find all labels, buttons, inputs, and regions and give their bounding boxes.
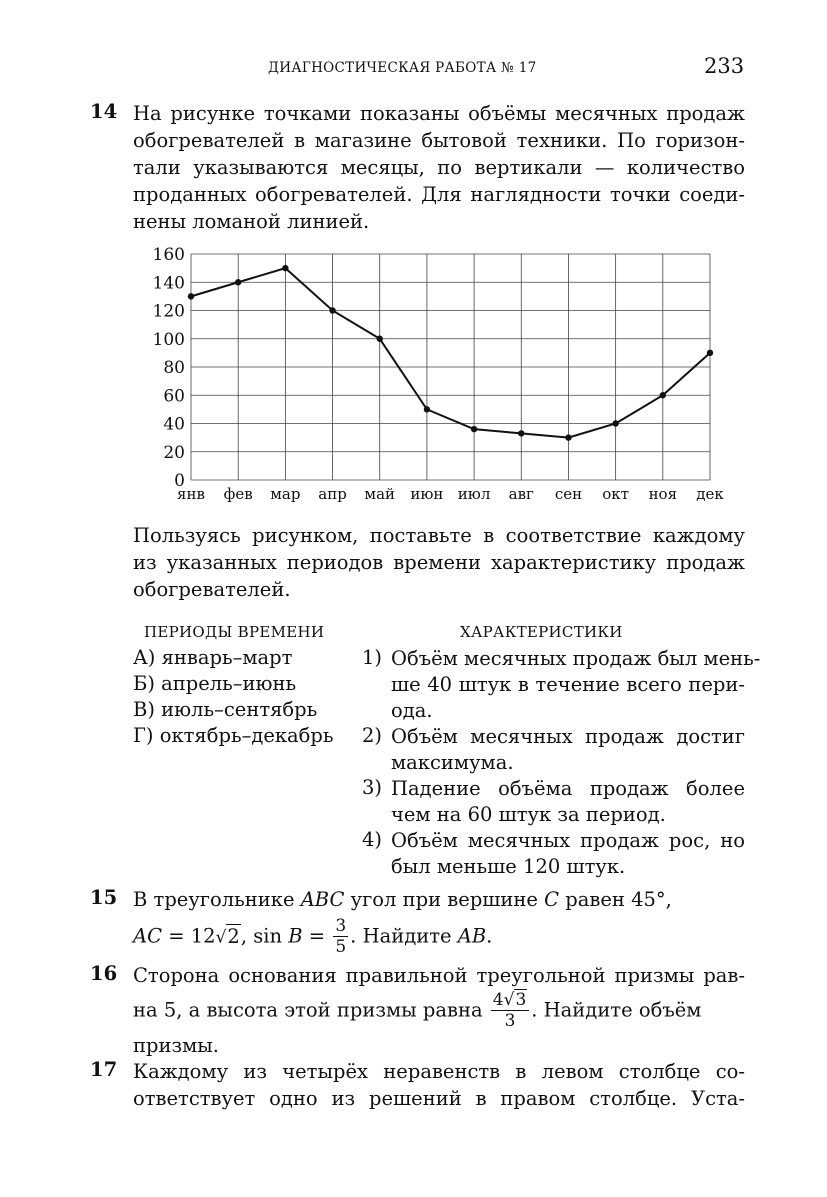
segment-ac: AC <box>133 924 163 948</box>
data-point <box>377 336 383 342</box>
x-tick-label: сен <box>554 485 583 503</box>
characteristic-line: ода. <box>391 699 433 722</box>
data-point <box>471 426 477 432</box>
data-point <box>518 430 524 436</box>
triangle-name: ABC <box>300 888 345 911</box>
instruction-line: обогревателей. <box>133 578 291 601</box>
task-15-number: 15 <box>90 886 118 909</box>
fraction-denominator: 5 <box>335 937 347 957</box>
x-tick-label: май <box>364 485 396 503</box>
period-g: Г) октябрь–декабрь <box>133 724 334 747</box>
periods-header: ПЕРИОДЫ ВРЕМЕНИ <box>144 623 325 641</box>
sqrt-sign: √ <box>503 990 515 1010</box>
y-tick-label: 120 <box>152 301 185 322</box>
characteristic-line: Объём месячных продаж достиг <box>391 725 745 748</box>
characteristic-3 <box>391 776 745 828</box>
x-tick-label: янв <box>177 485 205 503</box>
fraction-three-fifths <box>333 918 348 956</box>
y-tick-label: 140 <box>152 273 185 294</box>
x-tick-label: июл <box>457 485 491 503</box>
sqrt-sign: √ <box>215 927 227 948</box>
task-17-line: Каждому из четырёх неравенств в левом столбце со- <box>133 1060 745 1083</box>
vertex-name: C <box>544 888 560 911</box>
x-tick-label: июн <box>410 485 444 503</box>
characteristic-4 <box>391 828 745 880</box>
characteristic-line: максимума. <box>391 751 514 774</box>
text-run: В треугольнике <box>133 888 301 911</box>
characteristics-header: ХАРАКТЕРИСТИКИ <box>460 623 623 641</box>
sales-line-chart <box>140 244 735 506</box>
characteristic-line: Объём месячных продаж был мень- <box>391 647 761 670</box>
task-16-text: призмы. <box>133 1034 219 1057</box>
text-run: угол при вершине <box>344 888 545 911</box>
text-run: . Найдите объём <box>531 998 702 1022</box>
task-14-statement <box>133 100 745 235</box>
fraction-denominator: 3 <box>504 1011 516 1031</box>
characteristic-line: Объём месячных продаж рос, но <box>391 829 745 852</box>
page-number: 233 <box>704 54 745 78</box>
chart-x-tick-labels <box>177 485 724 503</box>
task-14-line: обогревателей в магазине бытовой техники. По горизон- <box>133 129 745 152</box>
segment-ab: AB <box>457 924 487 948</box>
x-tick-label: окт <box>602 485 629 503</box>
task-16-number: 16 <box>90 962 118 985</box>
x-tick-label: мар <box>270 485 301 503</box>
text-run: = <box>302 924 332 948</box>
task-14-instruction <box>133 522 745 603</box>
chart-y-tick-labels <box>153 245 185 491</box>
chart-series <box>188 265 713 441</box>
y-tick-label: 40 <box>163 414 185 435</box>
x-tick-label: авг <box>508 485 534 503</box>
instruction-line: Пользуясь рисунком, поставьте в соответствие каждому <box>133 524 745 547</box>
data-point <box>424 406 430 412</box>
period-a: А) январь–март <box>133 646 293 669</box>
fraction-numerator: 3 <box>335 916 347 936</box>
data-point <box>188 293 194 299</box>
characteristic-line: Падение объёма продаж более <box>391 777 745 800</box>
characteristic-3-number: 3) <box>362 776 383 799</box>
text-run: = 12 <box>162 924 216 948</box>
numerator-coefficient: 4 <box>492 990 504 1010</box>
task-14-line: нены ломаной линией. <box>133 210 370 233</box>
header-title: ДИАГНОСТИЧЕСКАЯ РАБОТА № 17 <box>268 60 537 76</box>
characteristic-2 <box>391 724 745 776</box>
text-run: равен 45°, <box>559 888 672 911</box>
y-tick-label: 0 <box>174 471 185 491</box>
text-run: . Найдите <box>350 924 458 948</box>
data-point <box>707 350 713 356</box>
data-point <box>612 420 618 426</box>
characteristic-4-number: 4) <box>362 828 383 851</box>
data-point <box>660 392 666 398</box>
task-15-line-1 <box>133 886 745 913</box>
chart-grid <box>191 254 710 480</box>
task-16-line-3 <box>133 1032 745 1059</box>
y-tick-label: 160 <box>152 245 185 265</box>
characteristic-line: был меньше 120 штук. <box>391 855 626 878</box>
fraction-four-root-three-over-three <box>491 992 530 1030</box>
task-16-line-1 <box>133 962 745 989</box>
text-run: , sin <box>240 924 289 948</box>
x-tick-label: ноя <box>648 485 678 503</box>
y-tick-label: 20 <box>163 442 185 463</box>
characteristic-line: чем на 60 штук за период. <box>391 803 666 826</box>
task-14-number: 14 <box>90 100 118 123</box>
task-14-line: проданных обогревателей. Для наглядности точки соеди- <box>133 183 745 206</box>
characteristic-1 <box>391 646 761 724</box>
characteristic-2-number: 2) <box>362 724 383 747</box>
running-header <box>0 56 827 80</box>
sqrt-argument: 3 <box>515 990 527 1010</box>
y-tick-label: 100 <box>152 329 185 350</box>
task-17-number: 17 <box>90 1058 118 1081</box>
angle-b: B <box>288 924 303 948</box>
text-run: . <box>486 924 493 948</box>
y-tick-label: 80 <box>163 358 185 378</box>
characteristic-1-number: 1) <box>362 646 383 669</box>
task-15-formula <box>133 918 492 956</box>
period-b: Б) апрель–июнь <box>133 672 297 695</box>
sqrt-argument: 2 <box>227 924 240 948</box>
x-tick-label: апр <box>318 485 347 503</box>
task-17-line: ответствует одно из решений в правом столбце. Уста- <box>133 1087 745 1110</box>
task-14-line: тали указываются месяцы, по вертикали — количество <box>133 156 745 179</box>
task-15-text <box>133 886 745 913</box>
data-point <box>329 307 335 313</box>
characteristic-line: ше 40 штук в течение всего пери- <box>391 673 745 696</box>
task-16-formula <box>133 992 745 1030</box>
task-16-text: Сторона основания правильной треугольной призмы рав- <box>133 964 745 987</box>
data-point <box>565 434 571 440</box>
task-14-line: На рисунке точками показаны объёмы месячных продаж <box>133 102 745 125</box>
series-line <box>191 268 710 438</box>
text-run: на 5, а высота этой призмы равна <box>133 998 489 1022</box>
task-17-statement <box>133 1058 745 1112</box>
period-v: В) июль–сентябрь <box>133 698 318 721</box>
instruction-line: из указанных периодов времени характеристику продаж <box>133 551 745 574</box>
data-point <box>235 279 241 285</box>
fraction-numerator <box>491 992 530 1011</box>
y-tick-label: 60 <box>163 386 185 407</box>
data-point <box>282 265 288 271</box>
x-tick-label: фев <box>223 485 253 503</box>
x-tick-label: дек <box>696 485 724 503</box>
